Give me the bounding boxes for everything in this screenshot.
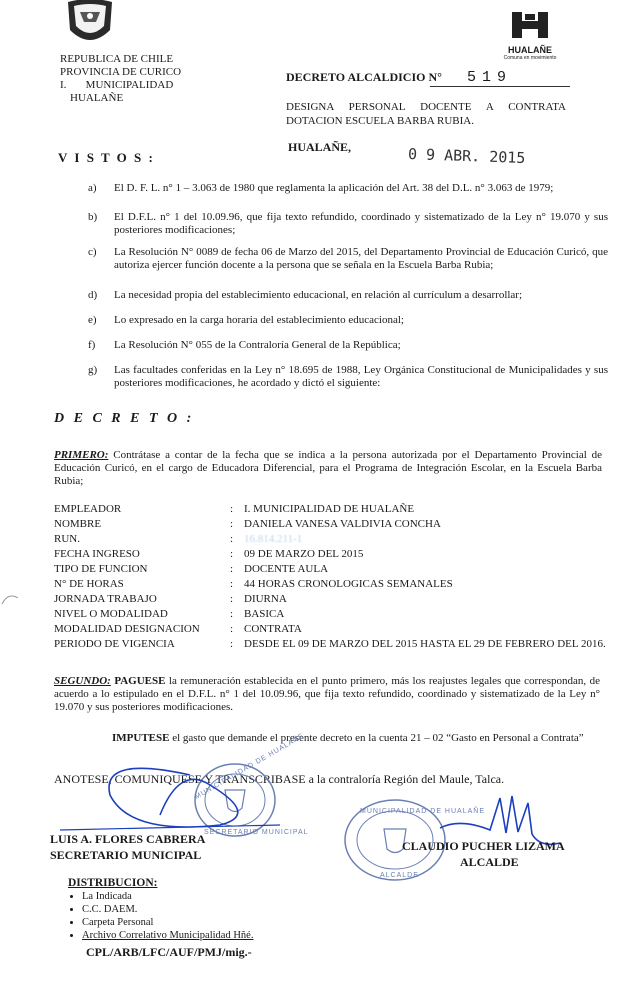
detail-label: NIVEL O MODALIDAD	[54, 608, 168, 620]
issuer-line: PROVINCIA DE CURICO	[60, 66, 182, 78]
vistos-item	[88, 246, 608, 272]
mayor-name: CLAUDIO PUCHER LIZAMA	[402, 839, 565, 853]
segundo-text: la remuneración establecida en el punto primero, más los reajustes legales que correspondan, de acuerdo a lo estipulado en el D.F.L. n° 1 del 10.09.96, que fija texto refundido, coordinado y sistematizado de la Ley n° 19.070 y sus posteriores modificaciones.	[54, 675, 600, 713]
detail-value: I. MUNICIPALIDAD DE HUALAÑE	[244, 503, 415, 515]
issuer-line: REPUBLICA DE CHILE	[60, 53, 174, 65]
detail-value: BASICA	[244, 608, 285, 620]
detail-label: PERIODO DE VIGENCIA	[54, 638, 175, 650]
initials: CPL/ARB/LFC/AUF/PMJ/mig.-	[86, 945, 252, 959]
vistos-item	[88, 314, 608, 327]
detail-value: DESDE EL 09 DE MARZO DEL 2015 HASTA EL 29 DE FEBRERO DEL 2016.	[244, 638, 606, 650]
segundo-label: SEGUNDO:	[54, 675, 111, 687]
detail-colon: :	[230, 533, 234, 545]
vistos-item	[88, 211, 608, 237]
detail-value: DOCENTE AULA	[244, 563, 329, 575]
segundo-paragraph	[54, 675, 600, 714]
punch-mark	[0, 590, 20, 610]
segundo-keyword: PAGUESE	[114, 675, 166, 687]
detail-label: EMPLEADOR	[54, 503, 122, 515]
detail-value: DIURNA	[244, 593, 287, 605]
impute-keyword: IMPUTESE	[112, 732, 170, 744]
vistos-text: Las facultades conferidas en la Ley n° 18.695 de 1988, Ley Orgánica Constitucional de Municipalidades y sus posteriores modificaciones, he acordado y dictó el siguiente:	[114, 364, 608, 389]
detail-value: CONTRATA	[244, 623, 302, 635]
secretary-title: SECRETARIO MUNICIPAL	[50, 848, 202, 862]
detail-colon: :	[230, 563, 234, 575]
vistos-heading: V I S T O S :	[58, 150, 155, 165]
logo-h-icon	[508, 10, 552, 40]
primero-paragraph	[54, 449, 602, 488]
detail-colon: :	[230, 503, 234, 515]
list-item: • C.C. DAEM.	[82, 903, 304, 916]
decree-number-underline	[430, 86, 570, 87]
vistos-item	[88, 289, 608, 302]
list-item: • Carpeta Personal	[82, 916, 304, 929]
detail-colon: :	[230, 593, 234, 605]
detail-value-redacted: 16.814.211-1	[244, 533, 303, 545]
vistos-text: El D. F. L. n° 1 – 3.063 de 1980 que reglamenta la aplicación del Art. 38 del D.L. n° 3.063 de 1979;	[114, 182, 554, 194]
detail-label: TIPO DE FUNCION	[54, 563, 148, 575]
vistos-letter: g)	[88, 364, 98, 376]
vistos-item	[88, 364, 608, 390]
detail-label: N° DE HORAS	[54, 578, 124, 590]
vistos-letter: c)	[88, 246, 97, 258]
issuer-line: I. MUNICIPALIDAD	[60, 79, 174, 91]
vistos-item	[88, 182, 608, 195]
decree-place: HUALAÑE,	[288, 140, 352, 154]
coat-of-arms	[62, 0, 118, 48]
detail-row	[54, 578, 610, 593]
logo-tagline: Comuna en movimiento	[503, 55, 557, 61]
detail-colon: :	[230, 638, 234, 650]
primero-text: Contrátase a contar de la fecha que se indica a la persona autorizada por el Departamento Provincial de Educación Curicó, en el cargo de Educadora Diferencial, para el Programa de Integración Escolar, en la Escuela Barba Rubia;	[54, 449, 602, 487]
detail-row	[54, 608, 610, 623]
vistos-text: La necesidad propia del establecimiento educacional, en relación al currículum a desarrollar;	[114, 289, 523, 301]
anotese-line: ANOTESE, COMUNIQUESE Y TRANSCRIBASE a la contraloría Región del Maule, Talca.	[54, 772, 505, 786]
vistos-letter: f)	[88, 339, 96, 351]
detail-row	[54, 548, 610, 563]
detail-value: 09 DE MARZO DEL 2015	[244, 548, 364, 560]
decree-number: 519	[466, 69, 512, 86]
stamp-text: MUNICIPALIDAD DE HUALAÑE	[360, 808, 486, 815]
decree-date-stamp: 0 9 ABR. 2015	[407, 144, 526, 168]
detail-label: MODALIDAD DESIGNACION	[54, 623, 200, 635]
vistos-text: El D.F.L. n° 1 del 10.09.96, que fija texto refundido, coordinado y sistematizado de la Ley n° 19.070 y sus posteriores modificaciones;	[114, 211, 608, 236]
stamp-text: ALCALDE	[380, 872, 419, 879]
decreto-heading: D E C R E T O :	[54, 411, 195, 426]
detail-label: JORNADA TRABAJO	[54, 593, 157, 605]
hualane-logo	[500, 10, 560, 60]
vistos-letter: d)	[88, 289, 98, 301]
vistos-text: La Resolución N° 055 de la Contraloría General de la República;	[114, 339, 401, 351]
vistos-letter: a)	[88, 182, 97, 194]
detail-colon: :	[230, 608, 234, 620]
detail-label: RUN.	[54, 533, 80, 545]
logo-name: HUALAÑE	[508, 45, 552, 55]
detail-colon: :	[230, 548, 234, 560]
distribution-list	[64, 890, 304, 942]
mayor-title: ALCALDE	[460, 855, 519, 869]
detail-row	[54, 563, 610, 578]
vistos-item	[88, 339, 608, 352]
stamp-text: MUNICIPALIDAD DE HUALAÑE	[193, 732, 306, 801]
vistos-text: Lo expresado en la carga horaria del establecimiento educacional;	[114, 314, 404, 326]
stamp-text: SECRETARIO MUNICIPAL	[204, 829, 309, 836]
vistos-text: La Resolución N° 0089 de fecha 06 de Marzo del 2015, del Departamento Provincial de Educación Curicó, que autoriza ejercer función docente a la persona que se señala en la Escuela Barba Rubia;	[114, 246, 608, 271]
list-item: • La Indicada	[82, 890, 304, 903]
detail-row	[54, 518, 610, 533]
detail-row	[54, 593, 610, 608]
impute-text: el gasto que demande el presente decreto en la cuenta 21 – 02 “Gasto en Personal a Contrata”	[169, 732, 584, 744]
detail-colon: :	[230, 578, 234, 590]
detail-colon: :	[230, 518, 234, 530]
vistos-letter: e)	[88, 314, 97, 326]
list-item: • Archivo Correlativo Municipalidad Hñé.	[82, 929, 304, 942]
decree-number-line	[286, 70, 576, 85]
secretary-signature	[40, 735, 300, 845]
primero-label: PRIMERO:	[54, 449, 109, 461]
detail-row	[54, 623, 610, 638]
detail-row	[54, 503, 610, 518]
detail-row	[54, 533, 610, 548]
vistos-letter: b)	[88, 211, 98, 223]
issuer-line: HUALAÑE	[70, 92, 124, 104]
distribution-heading: DISTRIBUCION:	[68, 877, 158, 889]
secretary-name: LUIS A. FLORES CABRERA	[50, 832, 206, 846]
decree-label: DECRETO ALCALDICIO N°	[286, 70, 442, 84]
detail-value: 44 HORAS CRONOLOGICAS SEMANALES	[244, 578, 453, 590]
detail-label: FECHA INGRESO	[54, 548, 140, 560]
detail-label: NOMBRE	[54, 518, 102, 530]
detail-colon: :	[230, 623, 234, 635]
detail-value: DANIELA VANESA VALDIVIA CONCHA	[244, 518, 441, 530]
issuer-block	[60, 53, 240, 105]
employment-details	[54, 503, 610, 651]
decree-subject: DESIGNA PERSONAL DOCENTE A CONTRATA DOTACION ESCUELA BARBA RUBIA.	[286, 101, 566, 127]
detail-row	[54, 638, 610, 651]
